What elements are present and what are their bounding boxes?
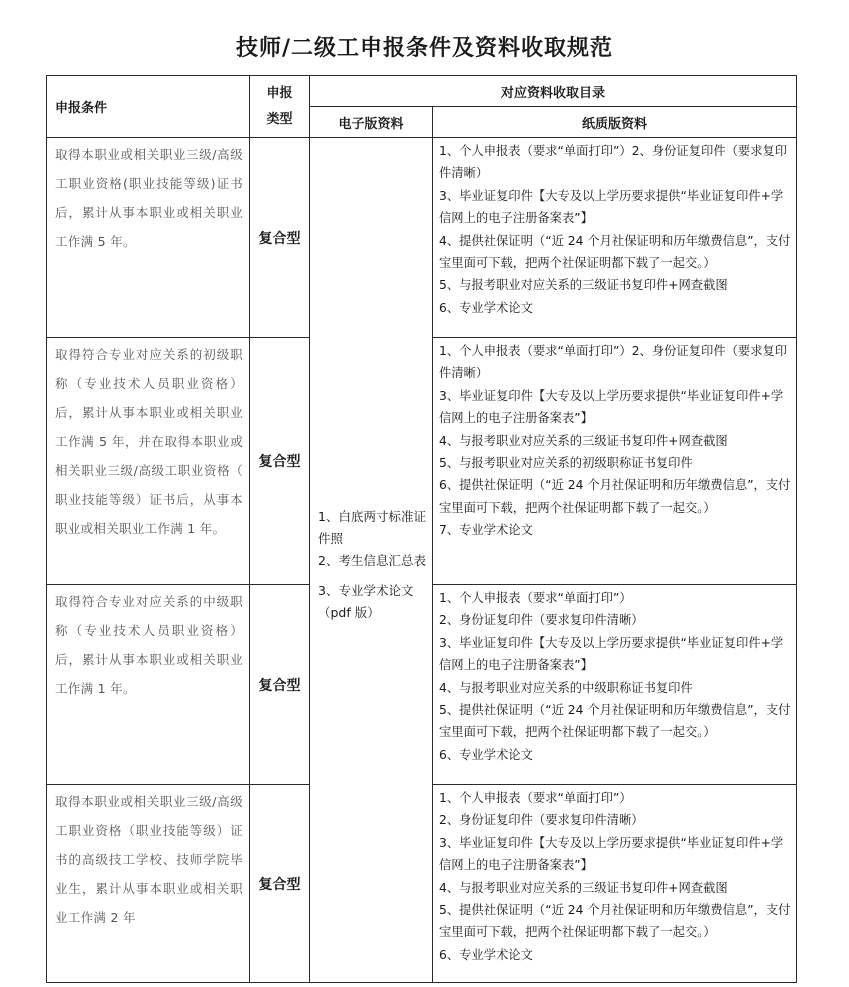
paper-item: 6、专业学术论文 [439,947,533,962]
header-type-line1: 申报 [266,85,293,101]
condition-cell [47,338,250,585]
paper-materials-cell [433,585,797,785]
paper-item: 1、个人申报表（要求“单面打印”）2、身份证复印件（要求复印件清晰） [439,344,788,381]
paper-item: 5、提供社保证明（“近 24 个月社保证明和历年缴费信息”，支付宝里面可下载，把两个社保证明都下载了一起交。） [439,903,791,940]
paper-item: 6、专业学术论文 [439,747,533,762]
header-materials: 对应资料收取目录 [310,76,797,107]
paper-item: 1、个人申报表（要求“单面打印”） [439,791,632,805]
paper-item: 1、个人申报表（要求“单面打印”）2、身份证复印件（要求复印件清晰） [439,144,788,181]
type-cell: 复合型 [250,338,310,585]
paper-item: 4、提供社保证明（“近 24 个月社保证明和历年缴费信息”，支付宝里面可下载，把两个社保证明都下载了一起交。） [439,233,791,271]
condition-cell [47,138,250,338]
type-cell: 复合型 [250,138,310,338]
header-type-line2: 类型 [266,111,293,127]
paper-item: 5、提供社保证明（“近 24 个月社保证明和历年缴费信息”，支付宝里面可下载，把两个社保证明都下载了一起交。） [439,703,791,740]
condition-text: 取得本职业或相关职业三级/高级工职业资格（职业技能等级）证书的高级技工学校、技师学院毕业生，累计从事本职业或相关职业工作满 2 年 [55,794,243,925]
condition-text: 取得本职业或相关职业三级/高级工职业资格(职业技能等级)证书后，累计从事本职业或相关职业工作满 5 年。 [55,147,243,249]
paper-item: 1、个人申报表（要求“单面打印”） [439,591,632,605]
paper-item: 6、提供社保证明（“近 24 个月社保证明和历年缴费信息”，支付宝里面可下载，把两个社保证明都下载了一起交。） [439,478,791,515]
header-type [250,76,310,138]
condition-text: 取得符合专业对应关系的中级职称（专业技术人员职业资格）后，累计从事本职业或相关职业工作满 1 年。 [55,594,243,696]
paper-item: 5、与报考职业对应关系的初级职称证书复印件 [439,456,693,471]
electronic-item: 1、白底两寸标准证件照 [318,509,426,546]
type-cell: 复合型 [250,585,310,785]
paper-materials-cell [433,338,797,585]
paper-item: 5、与报考职业对应关系的三级证书复印件+网查截图 [439,278,728,293]
paper-item: 6、专业学术论文 [439,300,533,315]
electronic-materials-cell [310,138,433,983]
paper-item: 4、与报考职业对应关系的三级证书复印件+网查截图 [439,880,728,895]
condition-cell [47,785,250,983]
paper-item: 3、毕业证复印件【大专及以上学历要求提供“毕业证复印件+学信网上的电子注册备案表”】 [439,188,784,226]
type-cell: 复合型 [250,785,310,983]
header-paper: 纸质版资料 [433,107,797,138]
condition-cell [47,585,250,785]
header-electronic: 电子版资料 [310,107,433,138]
paper-item: 2、身份证复印件（要求复印件清晰） [439,813,644,828]
table-row [47,138,797,338]
header-condition: 申报条件 [47,76,250,138]
electronic-item: 3、专业学术论文（pdf 版） [318,583,414,620]
condition-text: 取得符合专业对应关系的初级职称（专业技术人员职业资格）后，累计从事本职业或相关职业工作满 5 年，并在取得本职业或相关职业三级/高级工职业资格（ 职业技能等级）证书后，从事本职业或相关职业工作满 1 年。 [55,347,243,536]
paper-item: 3、毕业证复印件【大专及以上学历要求提供“毕业证复印件+学信网上的电子注册备案表”】 [439,835,784,873]
electronic-item: 2、考生信息汇总表 [318,553,426,568]
header-row-1 [47,76,797,107]
paper-item: 3、毕业证复印件【大专及以上学历要求提供“毕业证复印件+学信网上的电子注册备案表”】 [439,635,784,673]
requirements-table [46,75,797,983]
paper-materials-cell [433,785,797,983]
paper-item: 7、专业学术论文 [439,523,533,538]
page-title: 技师/二级工申报条件及资料收取规范 [235,36,614,61]
paper-item: 4、与报考职业对应关系的中级职称证书复印件 [439,680,693,695]
paper-item: 2、身份证复印件（要求复印件清晰） [439,613,644,628]
paper-materials-cell [433,138,797,338]
paper-item: 3、毕业证复印件【大专及以上学历要求提供“毕业证复印件+学信网上的电子注册备案表”】 [439,388,784,426]
paper-item: 4、与报考职业对应关系的三级证书复印件+网查截图 [439,433,728,448]
